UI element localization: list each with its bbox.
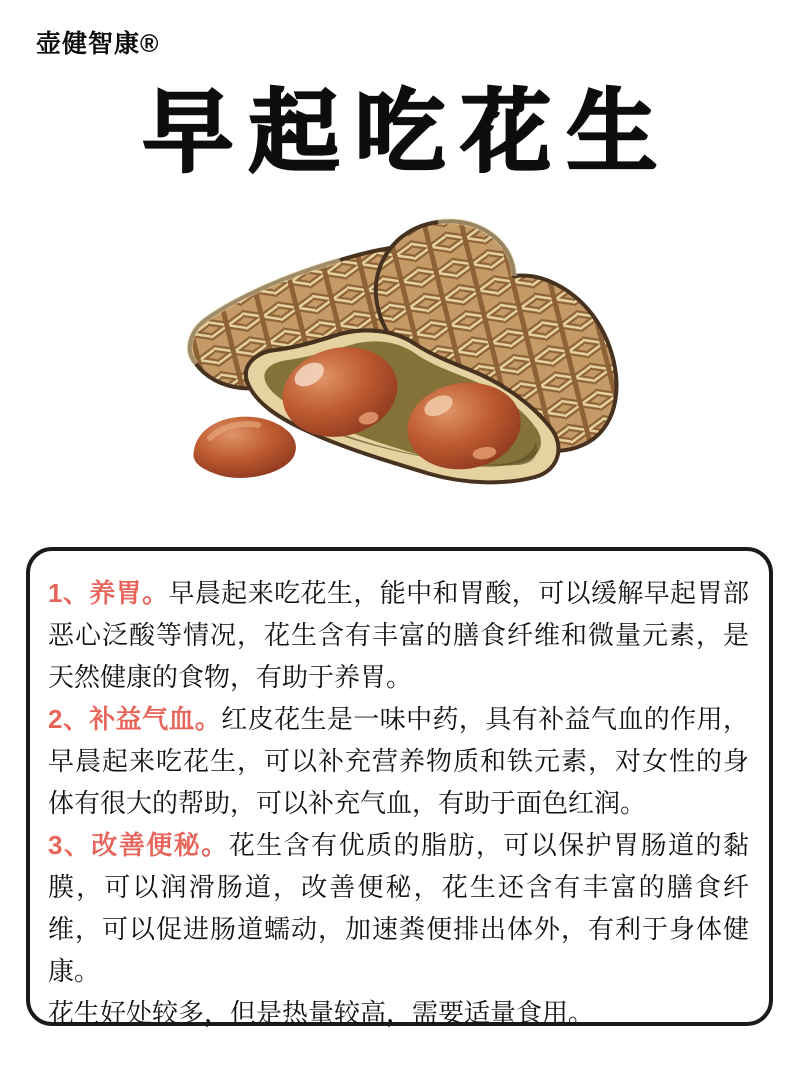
benefit-text: 早晨起来吃花生，能中和胃酸，可以缓解早起胃部恶心泛酸等情况，花生含有丰富的膳食纤维和微量元素，是天然健康的食物，有助于养胃。 (48, 578, 749, 692)
benefit-label: 1、养胃。 (48, 578, 169, 608)
benefits-footer: 花生好处较多，但是热量较高，需要适量食用。 (48, 998, 595, 1028)
benefit-label: 2、补益气血。 (48, 704, 222, 734)
benefit-item (48, 572, 749, 698)
benefit-item (48, 824, 749, 992)
benefit-item (48, 698, 749, 824)
brand-logo: 壶健智康® (36, 30, 160, 58)
benefits-box (26, 547, 773, 1026)
loose-peanut-kernel (193, 417, 295, 478)
page-title: 早起吃花生 (143, 83, 673, 183)
peanuts-illustration (180, 212, 620, 512)
benefit-text: 花生含有优质的脂肪，可以保护胃肠道的黏膜，可以润滑肠道，改善便秘，花生还含有丰富的膳食纤维，可以促进肠道蠕动，加速粪便排出体外，有利于身体健康。 (48, 830, 749, 986)
benefit-text: 红皮花生是一味中药，具有补益气血的作用，早晨起来吃花生，可以补充营养物质和铁元素，对女性的身体有很大的帮助，可以补充气血，有助于面色红润。 (48, 704, 749, 818)
benefit-label: 3、改善便秘。 (48, 830, 229, 860)
